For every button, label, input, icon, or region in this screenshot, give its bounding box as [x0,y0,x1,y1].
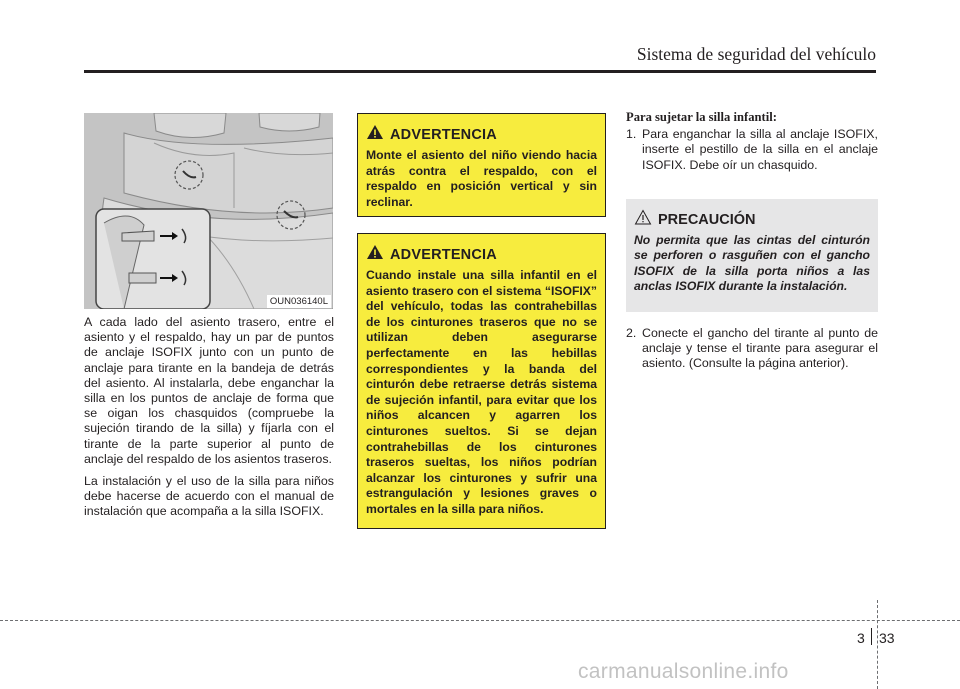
right-column-continued [626,326,878,372]
warning-body: Monte el asiento del niño viendo hacia atrás contra el respaldo, con el respaldo en posición vertical y sin reclinar. [366,148,597,209]
watermark: carmanualsonline.info [578,660,789,683]
caution-body: No permita que las cintas del cinturón se perforen o rasguñen con el gancho ISOFIX de la silla porta niños a las anclas ISOFIX durante la instalación. [634,233,870,294]
page-number: 33 [879,630,895,646]
instructions-heading: Para sujetar la silla infantil: [626,110,777,124]
warning-title: ADVERTENCIA [390,126,497,143]
page-separator [871,628,872,645]
step-text: Para enganchar la silla al anclaje ISOFIX, inserte el pestillo de la silla en el anclaje ISOFIX. Debe oír un chasquido. [642,127,878,172]
figure-code: OUN036140L [267,295,331,308]
warning-triangle-filled-icon [366,124,384,145]
footer-vertical-rule [877,600,878,689]
paragraph: A cada lado del asiento trasero, entre el asiento y el respaldo, hay un par de puntos de anclaje ISOFIX junto con un punto de anclaje para tirante en la bandeja de detrás del asiento. Al instalarla, debe enganchar la silla en los puntos de anclaje de forma que se oigan los chasquidos (compruebe la sujeción tirando de la silla) y fíjarla con el tirante de la parte superior al punto de anclaje del respaldo de los asientos traseros. [84,315,334,466]
warning-box [357,113,606,217]
caution-box [626,199,878,312]
step-text: Conecte el gancho del tirante al punto de anclaje y tense el tirante para asegurar el asiento. (Consulte la página anterior). [642,326,878,371]
isofix-illustration [84,113,333,309]
left-column [84,315,334,527]
step-item [626,326,878,372]
paragraph: La instalación y el uso de la silla para niños debe hacerse de acuerdo con el manual de instalación que acompaña a la silla ISOFIX. [84,474,334,519]
warning-triangle-filled-icon [366,244,384,265]
warning-body: Cuando instale una silla infantil en el asiento trasero con el sistema “ISOFIX” del vehículo, todas las contrahebillas de los cinturones traseros que no se utilizan deben asegurarse perfectamente en las hebillas correspondientes y la banda del cinturón debe retraerse detrás sistema de sujeción infantil, para evitar que los niños alcancen y agarren los cinturones sueltos. Si se dejan contrahebillas de los cinturones traseros sueltas, los niños podrían alcanzar los cinturones y sufrir una estrangulación y lesiones graves o mortales en la silla para niños. [366,268,597,516]
footer-rule [0,620,960,621]
header-rule [84,70,876,73]
step-number: 2. [626,326,637,340]
caution-title: PRECAUCIÓN [658,211,756,228]
step-number: 1. [626,127,637,142]
step-item [626,127,878,173]
warning-box [357,233,606,529]
warning-triangle-outline-icon [634,209,652,230]
right-column [626,110,878,173]
section-title: Sistema de seguridad del vehículo [636,44,876,64]
chapter-number: 3 [857,630,865,646]
warning-title: ADVERTENCIA [390,246,497,263]
seat-drawing [84,113,333,309]
